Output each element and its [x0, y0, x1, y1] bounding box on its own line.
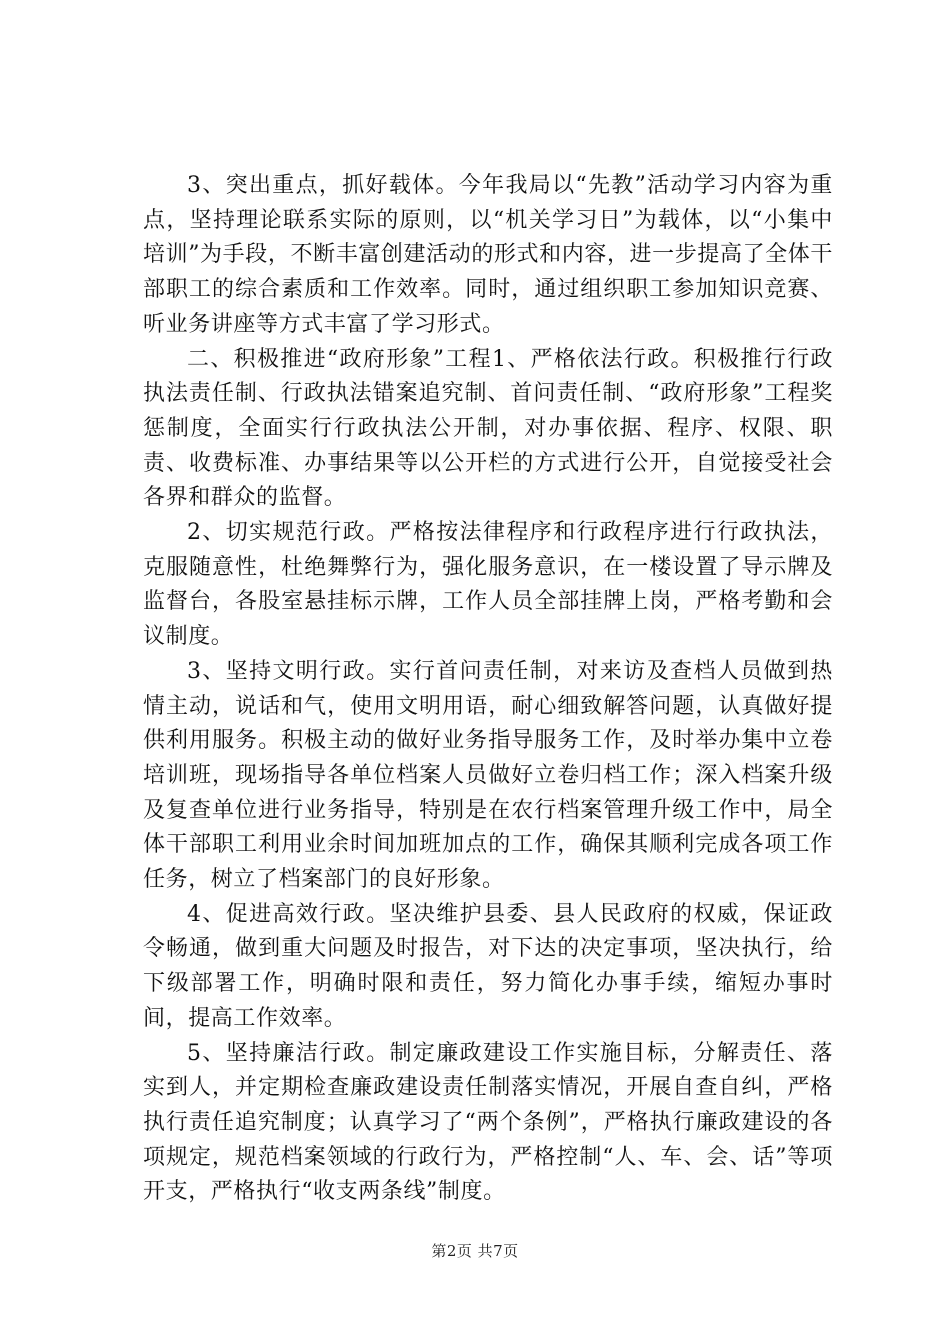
paragraph-focus-carrier: 3、突出重点，抓好载体。今年我局以“先教”活动学习内容为重点，坚持理论联系实际的原则，以“机关学习日”为载体，以“小集中培训”为手段，不断丰富创建活动的形式和内容，进一步提高了全体干部职工的综合素质和工作效率。同时，通过组织职工参加知识竞赛、听业务讲座等方式丰富了学习形式。: [143, 173, 833, 337]
paragraph-standardize-administration: 2、切实规范行政。严格按法律程序和行政程序进行行政执法，克服随意性，杜绝舞弊行为，强化服务意识，在一楼设置了导示牌及监督台，各股室悬挂标示牌，工作人员全部挂牌上岗，严格考勤和会议制度。: [143, 520, 833, 650]
document-body: [143, 169, 833, 1210]
paragraph-government-image-project: 二、积极推进“政府形象”工程1、严格依法行政。积极推行行政执法责任制、行政执法错案追究制、首问责任制、“政府形象”工程奖惩制度，全面实行行政执法公开制，对办事依据、程序、权限、职责、收费标准、办事结果等以公开栏的方式进行公开，自觉接受社会各界和群众的监督。: [143, 346, 833, 511]
paragraph-civilized-administration: 3、坚持文明行政。实行首问责任制，对来访及查档人员做到热情主动，说话和气，使用文明用语，耐心细致解答问题，认真做好提供利用服务。积极主动的做好业务指导服务工作，及时举办集中立卷培训班，现场指导各单位档案人员做好立卷归档工作；深入档案升级及复查单位进行业务指导，特别是在农行档案管理升级工作中，局全体干部职工利用业余时间加班加点的工作，确保其顺利完成各项工作任务，树立了档案部门的良好形象。: [143, 658, 833, 893]
paragraph-efficient-administration: 4、促进高效行政。坚决维护县委、县人民政府的权威，保证政令畅通，做到重大问题及时报告，对下达的决定事项，坚决执行，给下级部署工作，明确时限和责任，努力简化办事手续，缩短办事时间，提高工作效率。: [143, 901, 833, 1031]
paragraph-clean-administration: 5、坚持廉洁行政。制定廉政建设工作实施目标，分解责任、落实到人，并定期检查廉政建设责任制落实情况，开展自查自纠，严格执行责任追究制度；认真学习了“两个条例”，严格执行廉政建设的各项规定，规范档案领域的行政行为，严格控制“人、车、会、话”等项开支，严格执行“收支两条线”制度。: [143, 1040, 833, 1205]
page-number-footer: 第2页 共7页: [431, 1242, 519, 1260]
